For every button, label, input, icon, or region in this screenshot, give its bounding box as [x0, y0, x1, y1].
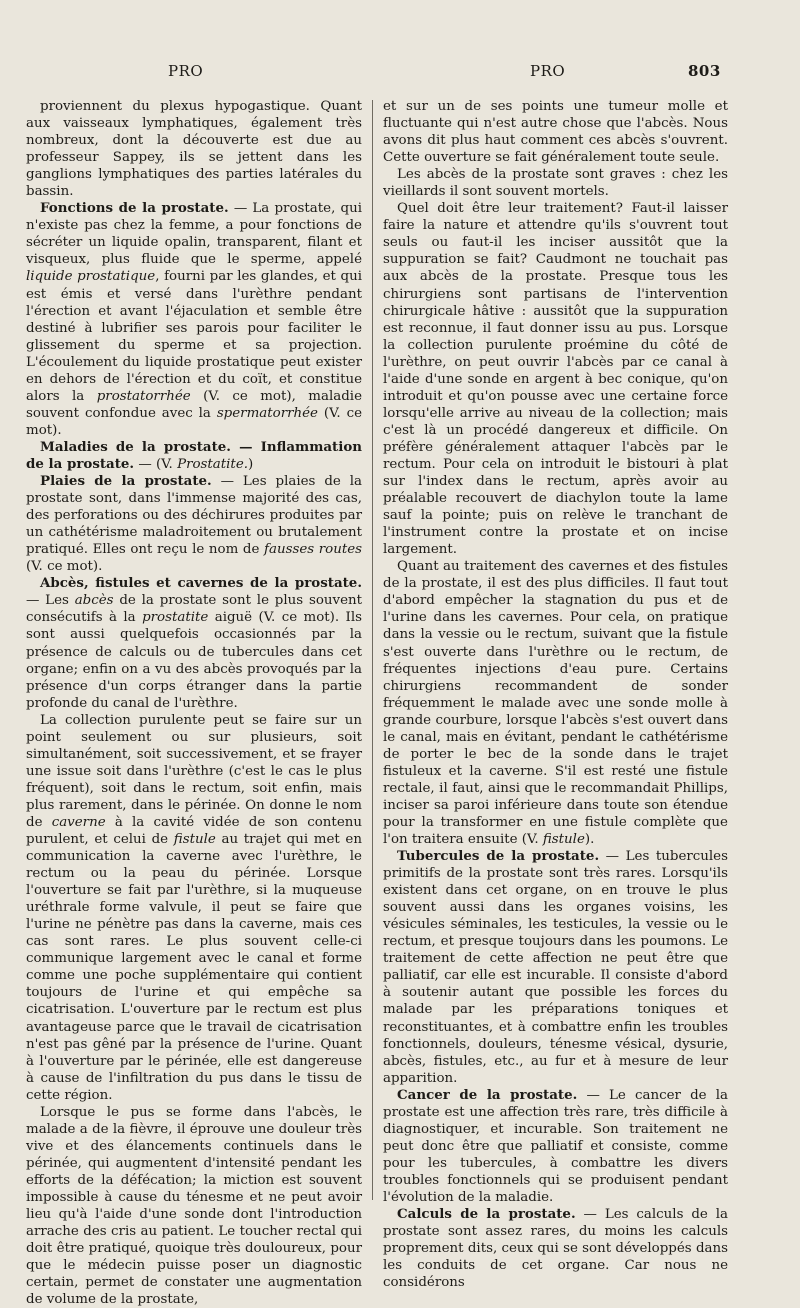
- emphasis-text: caverne: [51, 814, 106, 830]
- body-text: (V. ce mot), maladie souvent confondue avec la: [26, 388, 362, 421]
- paragraph: [383, 1087, 728, 1206]
- right-column: [383, 98, 728, 1291]
- emphasis-text: fistule: [173, 832, 216, 848]
- paragraph: [383, 166, 728, 200]
- body-text: — Le cancer de la prostate est une affection très rare, très difficile à diagnostiquer, et incurable. Son traitement ne peut donc être que palliatif et consiste, comme pour les tubercules, à combattre les divers troubles fonctionnels qui se produisent pendant l'évolution de la maladie.: [383, 1087, 729, 1205]
- emphasis-text: abcès: [74, 593, 114, 609]
- page-number: 803: [688, 62, 721, 80]
- paragraph: [383, 848, 728, 1087]
- paragraph: [26, 473, 362, 575]
- body-text: à la cavité vidée de son contenu purulent, et celui de: [26, 814, 362, 848]
- paragraph: [26, 98, 362, 200]
- emphasis-text: Prostatite.: [177, 456, 248, 472]
- body-text: , fourni par les glandes, et qui est émis et versé dans l'urèthre pendant l'érection et avant l'éjaculation et semble être destiné à lubrifier ses parois pour faciliter le glissement du sperme et sa projection. L'écoulement du liquide prostatique peut exister en dehors de l'érection et du coït, et constitue alors la: [26, 269, 363, 404]
- running-header-left: PRO: [168, 62, 204, 80]
- body-text: proviennent du plexus hypogastique. Quant aux vaisseaux lymphatiques, également très nombreux, dont la découverte est due au professeur Sappey, ils se jettent dans les ganglions lymphatiques des parties latérales du bassin.: [26, 99, 362, 200]
- body-text: Quel doit être leur traitement? Faut-il laisser faire la nature et attendre qu'ils s'ouvrent tout seuls ou faut-il les inciser aussitôt que la suppuration se fait? Caudmont ne touchait pas aux abcès de la prostate. Presque tous les chirurgiens sont partisans de l'intervention chirurgicale hâtive : aussitôt que la suppuration est reconnue, il faut donner issu au pus. Lorsque la collection purulente proémine du côté de l'urèthre, on peut ouvrir l'abcès par ce canal à l'aide d'une sonde en argent à bec conique, qu'on introduit et qu'on pousse avec une certaine force lorsqu'elle arrive au niveau de la collection; mais c'est là un procédé dangereux et difficile. On préfère généralement attaquer l'abcès par le rectum. Pour cela on introduit le bistouri à plat sur l'index dans le rectum, après avoir au préalable recouvert de diachylon toute la lame sauf la pointe; puis on relève le tranchant de l'instrument contre la prostate et on incise largement.: [383, 201, 728, 558]
- body-text: Lorsque le pus se forme dans l'abcès, le malade a de la fièvre, il éprouve une douleur très vive et des élancements continuels dans le périnée, qui augmentent d'intensité pendant les efforts de la défécation; la miction est souvent impossible à cause du ténesme et ne peut avoir lieu qu'à l'aide d'une sonde dont l'introduction arrache des cris au patient. Le toucher rectal qui doit être pratiqué, quoique très douloureux, pour que le médecin puisse poser un diagnostic certain, permet de constater une augmentation de volume de la prostate,: [26, 1104, 362, 1308]
- paragraph: [26, 1104, 362, 1308]
- paragraph: [383, 1206, 728, 1291]
- body-text: La collection purulente peut se faire sur un point seulement ou sur plusieurs, soit simultanément, soit successivement, et se frayer une issue soit dans l'urèthre (c'est le cas le plus fréquent), soit dans le rectum, soit enfin, mais plus rarement, dans le périnée. On donne le nom de: [26, 712, 362, 830]
- body-text: au trajet qui met en communication la caverne avec l'urèthre, le rectum ou la peau du périnée. Lorsque l'ouverture se fait par l'urèthre, si la muqueuse uréthrale forme valvule, il peut se faire que l'urine ne pénètre pas dans la caverne, mais ces cas sont rares. Le plus souvent celle-ci communique largement avec le canal et forme comme une poche supplémentaire qui contient toujours de l'urine et qui empêche sa cicatrisation. L'ouverture par le rectum est plus avantageuse parce que le travail de cicatrisation n'est pas gêné par la présence de l'urine. Quant à l'ouverture par le périnée, elle est dangereuse à cause de l'infiltration du pus dans le tissu de cette région.: [26, 832, 362, 1103]
- body-text: — (V.: [134, 456, 178, 472]
- body-text: — Les tubercules primitifs de la prostate sont très rares. Lorsqu'ils existent dans cet organe, on en trouve le plus souvent aussi dans les organes voisins, les vésicules séminales, les testicules, la vessie ou le rectum, et presque toujours dans les poumons. Le traitement de cette affection ne peut être que palliatif, car elle est incurable. Il consiste d'abord à soutenir autant que possible les forces du malade par les préparations toniques et reconstituantes, et à combattre enfin les troubles fonctionnels, douleurs, ténesme vésical, dysurie, abcès, fistules, etc., au fur et à mesure de leur apparition.: [383, 849, 728, 1086]
- paragraph: [383, 200, 728, 558]
- left-column: [26, 98, 362, 1308]
- body-text: ).: [584, 832, 595, 848]
- body-text: — Les: [26, 593, 75, 609]
- paragraph: [383, 558, 728, 848]
- running-header-right: PRO: [530, 62, 566, 80]
- paragraph: [26, 439, 362, 473]
- emphasis-text: liquide prostatique: [26, 269, 156, 285]
- column-divider: [372, 100, 373, 1200]
- body-text: et sur un de ses points une tumeur molle et fluctuante qui n'est autre chose que l'abcès. Nous avons dit plus haut comment ces abcès s'ouvrent. Cette ouverture se fait généralement toute seule.: [383, 99, 728, 166]
- body-text: Les abcès de la prostate sont graves : chez les vieillards il sont souvent mortels.: [383, 167, 728, 200]
- body-text: — Les calculs de la prostate sont assez rares, du moins les calculs proprement dits, ceux qui se sont développés dans les conduits de cet organe. Car nous ne considérons: [383, 1207, 729, 1291]
- section-heading: Fonctions de la prostate.: [40, 200, 229, 217]
- section-heading: Tubercules de la prostate.: [397, 848, 600, 865]
- emphasis-text: fistule: [542, 832, 585, 848]
- paragraph: [26, 712, 362, 1104]
- emphasis-text: prostatorrhée: [96, 388, 191, 404]
- body-text: (V. ce mot).: [26, 559, 103, 575]
- paragraph: [26, 575, 362, 711]
- paragraph: [383, 98, 728, 166]
- body-text: (V. ce mot).: [26, 405, 363, 438]
- body-text: — La prostate, qui n'existe pas chez la femme, a pour fonctions de sécréter un liquide opalin, transparent, filant et visqueux, plus fluide que le sperme, appelé: [26, 201, 362, 268]
- section-heading: Maladies de la prostate. — Inflammation de la prostate.: [26, 438, 362, 472]
- section-heading: Abcès, fistules et cavernes de la prostate.: [40, 575, 362, 592]
- paragraph: [26, 200, 362, 439]
- emphasis-text: spermatorrhée: [216, 405, 318, 421]
- emphasis-text: prostatite: [142, 610, 209, 626]
- emphasis-text: fausses routes: [264, 542, 362, 558]
- section-heading: Calculs de la prostate.: [397, 1206, 576, 1223]
- body-text: de la prostate sont le plus souvent consécutifs à la: [26, 593, 363, 626]
- section-heading: Plaies de la prostate.: [40, 473, 212, 490]
- body-text: ): [248, 456, 254, 472]
- body-text: Quant au traitement des cavernes et des fistules de la prostate, il est des plus difficiles. Il faut tout d'abord empêcher la stagnation du pus et de l'urine dans les cavernes. Pour cela, on pratique dans la vessie ou le rectum, suivant que la fistule s'est ouverte dans l'urèthre ou le rectum, de fréquentes injections d'eau pure. Certains chirurgiens recommandent de sonder fréquemment le malade avec une sonde molle à grande courbure, lorsque l'abcès s'est ouvert dans le canal, mais en évitant, pendant le cathétérisme de porter le bec de la sonde dans le trajet fistuleux et la caverne. S'il est resté une fistule rectale, il faut, ainsi que le recommandait Phillips, inciser sa paroi inférieure dans toute son étendue pour la transformer en une fistule complète que l'on traitera ensuite (V.: [383, 559, 728, 848]
- body-text: aiguë (V. ce mot). Ils sont aussi quelquefois occasionnés par la présence de calculs ou de tubercules dans cet organe; enfin on a vu des abcès provoqués par la présence d'un corps étranger dans la partie profonde du canal de l'urèthre.: [26, 610, 363, 711]
- body-text: — Les plaies de la prostate sont, dans l'immense majorité des cas, des perforations ou des déchirures produites par un cathétérisme maladroitement ou brutalement pratiqué. Elles ont reçu le nom de: [26, 474, 362, 558]
- section-heading: Cancer de la prostate.: [397, 1086, 578, 1103]
